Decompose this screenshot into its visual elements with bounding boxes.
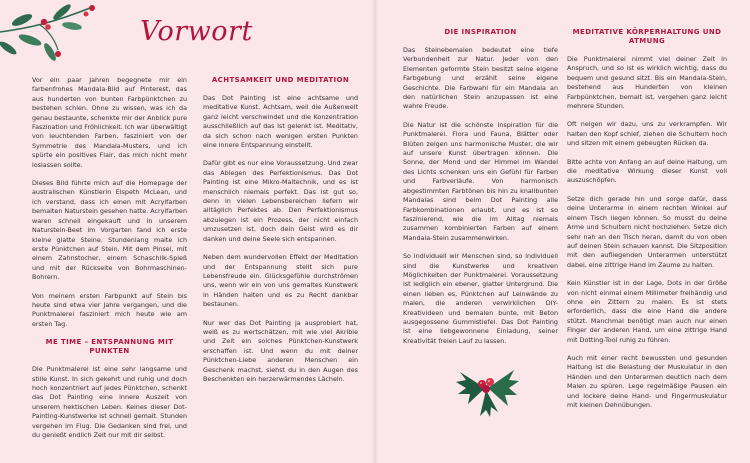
text-column-2 bbox=[203, 76, 358, 393]
paragraph: Bitte achte von Anfang an auf deine Haltung, um die meditative Wirkung dieser Kunst voll auszuschöpfen. bbox=[567, 157, 727, 185]
text-column-3 bbox=[403, 28, 558, 355]
paragraph: Nur wer das Dot Painting ja ausprobiert hat, weiß es zu wertschätzen, mit wie viel Akribie und Zeit ein solches Pünktchen-Kunstwerk erschaffen ist. Und wenn du mit deiner Pünktchen-Liebe anderen Menschen ein Geschenk machst, siehst du in den Augen des Beschenkten ein herzerwärmendes Lächeln. bbox=[203, 318, 358, 383]
paragraph: So individuell wir Menschen sind, so individuell sind die Kunstwerke und kreativen Möglichkeiten der Punktmalerei. Voraussetzung ist lediglich ein ebener, glatter Untergrund. Die einen lieben es, Pünktchen auf Leinwände zu malen, die anderen verwirklichen DIY-Kreativideen und bemalen bunte, mit Beton ausgegossene Gummistiefel. Das Dot Painting ist eine liebgewonnene Einladung, seiner Kreativität freien Lauf zu lassen. bbox=[403, 252, 558, 345]
section-heading: DIE INSPIRATION bbox=[444, 28, 517, 36]
paragraph: Das Steinebemalen bedeutet eine tiefe Verbundenheit zur Natur. Jeder von den Elementen geformte Stein besitzt seine eigene Farbgebung und erzählt seine eigene Geschichte. Die Farbwahl für ein Mandala an den natürlichen Stein anzupassen ist eine wahre Freude. bbox=[403, 46, 558, 111]
paragraph: Neben dem wundervollen Effekt der Meditation und der Entspannung stellt sich pure Lebensfreude ein. Glücksgefühle durchströmen uns, wenn wir ein von uns gemaltes Kunstwerk in Händen halten und es zu Recht dankbar bestaunen. bbox=[203, 253, 358, 309]
section-heading: MEDITATIVE KÖRPERHALTUNG UND ATMUNG bbox=[572, 28, 722, 45]
paragraph: Die Natur ist die schönste Inspiration für die Punktmalerei. Flora und Fauna, Blätter oder Blüten zeigen uns harmonische Muster, die wir auf unsere Kunst übertragen können. Die Sonne, der Mond und der Himmel im Wandel des Lichts schenken uns ein Gefühl für Farben und Farbverläufe. Von harmonisch abgestimmten Farbtönen bis hin zu knallbunten Mandalas sind beim Dot Painting alle Farbkombinationen erlaubt, und es ist so faszinierend, wie die im Alltag niemals zusammen kombinierten Farben auf einem Mandala-Stein zusammenwirken. bbox=[403, 120, 558, 242]
page-title: Vorwort bbox=[140, 16, 253, 47]
holly-icon bbox=[452, 358, 522, 418]
section-heading: ACHTSAMKEIT UND MEDITATION bbox=[211, 76, 350, 84]
paragraph: Kein Künstler ist in der Lage, Dots in der Größe von nicht einmal einem Millimeter freihändig und ohne ein Zittern zu malen. Es ist stets erforderlich, dass die eine Hand die andere stützt. Manchmal benötigt man auch nur einen Finger der anderen Hand, um eine zittrige Hand mit Dotting-Tool ruhig zu führen. bbox=[567, 279, 727, 344]
paragraph: Von meinem ersten Farbpunkt auf Stein bis heute sind etwa vier Jahre vergangen, und die Punktmalerei fasziniert mich heute wie am ersten Tag. bbox=[32, 291, 187, 328]
section-heading: ME TIME – ENTSPANNUNG MIT PUNKTEN bbox=[45, 338, 174, 356]
paragraph: Die Punktmalerei ist eine sehr langsame und stille Kunst. In sich gekehrt und ruhig und doch hoch konzentriert auf jedes Pünktchen, schenkt das Dot Painting eine innere Auszeit von unserem hektischen Leben. Keines dieser Dot-Painting-Kunstwerke ist schnell gemalt. Stunden vergehen im Flug. Die Gedanken sind frei, und du genießt endlich Zeit nur mit dir selbst. bbox=[32, 365, 187, 439]
paragraph: Oft neigen wir dazu, uns zu verkrampfen. Wir halten den Kopf schief, ziehen die Schultern hoch und sitzen mit einem gebeugten Rücken da. bbox=[567, 120, 727, 148]
paragraph: Dafür gibt es nur eine Voraussetzung. Und zwar das Ablegen des Perfektionismus. Das Dot Painting ist eine Mikro-Maltechnik, und es ist menschlich niemals perfekt. Das ist gut so, denn in vielen Lebensbereichen liefern wir alltäglich Perfektes ab. Den Perfektionismus abzulegen ist ein Prozess, der nicht einfach umzusetzen ist, doch dein Geist wird es dir danken und deine Seele sich entspannen. bbox=[203, 159, 358, 243]
paragraph: Auch mit einer recht bewussten und gesunden Haltung ist die Belastung der Muskulatur in den Händen und den Unterarmen deutlich nach dem Malen zu spüren. Lege regelmäßige Pausen ein und lockere deine Hand- und Fingermuskulatur mit kleinen Dehnübungen. bbox=[567, 353, 727, 409]
paragraph: Dieses Bild führte mich auf die Homepage der australischen Künstlerin Elspeth McLean, und ich verstand, dass ich einen mit Acrylfarben bemalten Naturstein gesehen hatte. Acrylfarben waren schnell eingekauft und in unserem Naturstein-Beet im Vorgarten fand ich erste kleine glatte Steine. Stundenlang malte ich erste Pünktchen auf Stein. Mit dem Pinsel, mit einem Zahnstocher, einem Schaschlik-Spieß und mit der Rückseite von Bohrmaschinen-Bohrern. bbox=[32, 179, 188, 282]
paragraph: Die Punktmalerei nimmt viel deiner Zeit in Anspruch, und so ist es wirklich wichtig, dass du bequem und gesund sitzt. Bis ein Mandala-Stein, bestehend aus Hunderten von kleinen Farbpünktchen, bemalt ist, vergehen ganz leicht mehrere Stunden. bbox=[567, 55, 727, 111]
paragraph: Das Dot Painting ist eine achtsame und meditative Kunst. Achtsam, weil die Außenwelt ganz leicht verschwindet und die Konzentration ausschließlich auf das Ist gelenkt ist. Meditativ, da sich schon nach wenigen ersten Punkten eine innere Entspannung einstellt. bbox=[203, 94, 358, 150]
text-column-1 bbox=[32, 76, 187, 449]
paragraph: Vor ein paar Jahren begegnete mir ein farbenfrohes Mandala-Bild auf Pinterest, das aus hunderten von bunten Farbpünktchen zu bestehen schien. Ohne zu wissen, was ich da genau bestaunte, schenkte mir der Anblick pure Faszination und Fröhlichkeit. Ich war überwältigt von leuchtenden Farben, fasziniert von der Symmetrie des Mandala-Musters, und ich spürte ein positives Flair, das mich nicht mehr loslassen sollte. bbox=[32, 76, 187, 169]
text-column-4 bbox=[567, 28, 727, 419]
mistletoe-sprig-icon bbox=[0, 0, 120, 70]
paragraph: Setze dich gerade hin und sorge dafür, dass deine Unterarme in einem rechten Winkel auf einem Tisch liegen können. So musst du deine Arme und Schultern nicht hochziehen. Setze dich sehr nah an den Tisch heran, damit du von oben auf deinen Stein schauen kannst. Die Sitzposition mit den aufliegenden Unterarmen unterstützt dabei, eine zittrige Hand im Zaume zu halten. bbox=[567, 194, 727, 269]
